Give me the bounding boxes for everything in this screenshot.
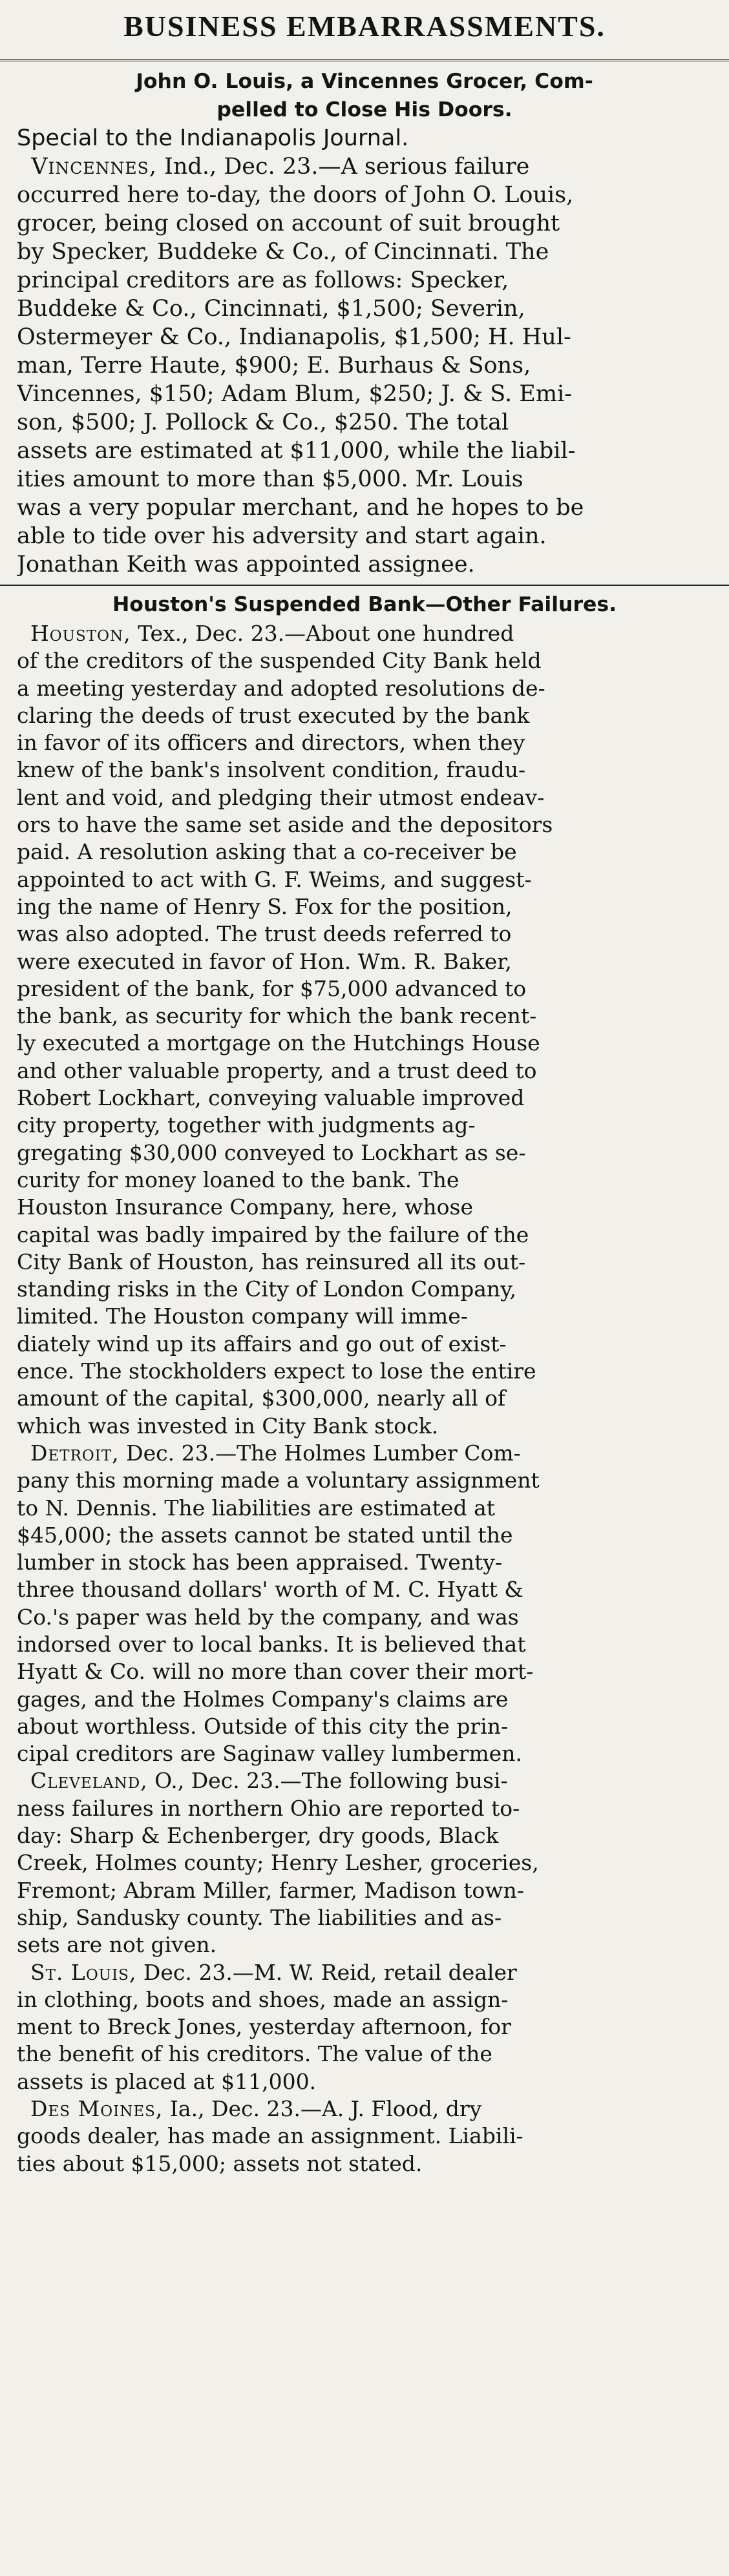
- story2-line: ties about $15,000; assets not stated.: [17, 2150, 423, 2176]
- headline: BUSINESS EMBARRASSMENTS.: [123, 10, 606, 43]
- story1-title-line: John O. Louis, a Vincennes Grocer, Com-: [136, 70, 593, 93]
- story2-line: lumber in stock has been appraised. Twenty-: [17, 1550, 503, 1575]
- story1-line: ities amount to more than $5,000. Mr. Louis: [17, 466, 523, 492]
- story2-line: president of the bank, for $75,000 advanced to: [17, 975, 527, 1001]
- story2-line: Houston Insurance Company, here, whose: [17, 1194, 473, 1220]
- story2-line: day: Sharp & Echenberger, dry goods, Black: [17, 1823, 499, 1849]
- story2-line: sets are not given.: [17, 1932, 217, 1958]
- story1-line: assets are estimated at $11,000, while the liabil-: [17, 438, 576, 464]
- story2-line: in clothing, boots and shoes, made an assign-: [17, 1986, 509, 2012]
- story2-line: appointed to act with G. F. Weims, and suggest-: [17, 866, 532, 892]
- story1-title-line: pelled to Close His Doors.: [217, 98, 512, 121]
- story2-line: Creek, Holmes county; Henry Lesher, groceries,: [17, 1850, 539, 1876]
- story2-line: City Bank of Houston, has reinsured all its out-: [17, 1249, 526, 1274]
- story2-line: was also adopted. The trust deeds referred to: [17, 921, 512, 947]
- story2-line: amount of the capital, $300,000, nearly all of: [17, 1386, 506, 1411]
- story1-line: man, Terre Haute, $900; E. Burhaus & Sons,: [17, 353, 531, 379]
- story2-line: claring the deeds of trust executed by the bank: [17, 702, 530, 728]
- story2-line: paid. A resolution asking that a co-receiver be: [17, 839, 517, 865]
- story2-line: Houston, Tex., Dec. 23.—About one hundred: [30, 621, 514, 646]
- story2-line: Detroit, Dec. 23.—The Holmes Lumber Com-: [30, 1440, 521, 1466]
- story1-line: was a very popular merchant, and he hopes to be: [17, 495, 584, 521]
- story2-body: [17, 620, 712, 2177]
- story2-line: the bank, as security for which the bank recent-: [17, 1003, 537, 1029]
- story2-line: ing the name of Henry S. Fox for the position,: [17, 893, 512, 919]
- story1-line: Vincennes, $150; Adam Blum, $250; J. & S. Emi-: [17, 381, 573, 407]
- story2-line: diately wind up its affairs and go out of exist-: [17, 1331, 507, 1356]
- story1-line: Jonathan Keith was appointed assignee.: [17, 552, 475, 577]
- story1-line: by Specker, Buddeke & Co., of Cincinnati. The: [17, 239, 549, 265]
- dateline: Cleveland,: [30, 1768, 148, 1794]
- story2-line: goods dealer, has made an assignment. Liabili-: [17, 2123, 523, 2149]
- dateline: Houston,: [30, 621, 131, 646]
- story2-line: St. Louis, Dec. 23.—M. W. Reid, retail dealer: [30, 1959, 517, 1985]
- story2-line: $45,000; the assets cannot be stated until the: [17, 1522, 513, 1548]
- story1-line: grocer, being closed on account of suit brought: [17, 211, 560, 236]
- story2-line: ence. The stockholders expect to lose the entire: [17, 1358, 536, 1384]
- story1-body: [17, 124, 712, 579]
- story2-title: [0, 590, 729, 619]
- story1-title: [0, 67, 729, 124]
- story2-line: Cleveland, O., Dec. 23.—The following busi-: [30, 1768, 508, 1794]
- dateline: St. Louis,: [30, 1959, 137, 1985]
- story2-line: were executed in favor of Hon. Wm. R. Baker,: [17, 948, 512, 974]
- story2-line: capital was badly impaired by the failure of the: [17, 1221, 529, 1247]
- dateline: Des Moines,: [30, 2096, 164, 2122]
- story2-line: indorsed over to local banks. It is believed that: [17, 1631, 526, 1657]
- story1-line: Buddeke & Co., Cincinnati, $1,500; Severin,: [17, 296, 525, 322]
- story1-line: Ostermeyer & Co., Indianapolis, $1,500; H. Hul-: [17, 324, 571, 350]
- dateline: Vincennes,: [31, 154, 157, 180]
- story2-line: ship, Sandusky county. The liabilities and as-: [17, 1904, 502, 1930]
- story2-line: cipal creditors are Saginaw valley lumbermen.: [17, 1741, 522, 1767]
- story2-line: the benefit of his creditors. The value of the: [17, 2041, 492, 2067]
- headline-rule: [0, 59, 729, 61]
- story2-line: Co.'s paper was held by the company, and was: [17, 1604, 519, 1630]
- story2-line: Robert Lockhart, conveying valuable improved: [17, 1085, 525, 1111]
- story2-line: gages, and the Holmes Company's claims are: [17, 1686, 509, 1712]
- story2-line: and other valuable property, and a trust deed to: [17, 1057, 537, 1083]
- story2-line: knew of the bank's insolvent condition, fraudu-: [17, 757, 526, 783]
- story1-line: principal creditors are as follows: Specker,: [17, 267, 509, 293]
- story2-line: assets is placed at $11,000.: [17, 2068, 317, 2094]
- special-credit: Special to the Indianapolis Journal.: [17, 125, 409, 151]
- story2-line: in favor of its officers and directors, when they: [17, 730, 525, 756]
- story2-line: ment to Breck Jones, yesterday afternoon, for: [17, 2014, 511, 2040]
- story2-line: gregating $30,000 conveyed to Lockhart as se-: [17, 1139, 526, 1165]
- story2-line: three thousand dollars' worth of M. C. Hyatt &: [17, 1577, 523, 1603]
- story2-title-line: Houston's Suspended Bank—Other Failures.: [112, 593, 617, 616]
- story2-line: lent and void, and pledging their utmost endeav-: [17, 784, 545, 810]
- story2-line: standing risks in the City of London Company,: [17, 1276, 516, 1302]
- story2-line: ness failures in northern Ohio are reported to-: [17, 1795, 520, 1821]
- story2-line: which was invested in City Bank stock.: [17, 1413, 439, 1439]
- story2-line: about worthless. Outside of this city the prin-: [17, 1713, 509, 1739]
- story2-line: Fremont; Abram Miller, farmer, Madison town-: [17, 1877, 524, 1903]
- story2-line: curity for money loaned to the bank. The: [17, 1167, 460, 1192]
- story2-line: Des Moines, Ia., Dec. 23.—A. J. Flood, dry: [30, 2096, 482, 2122]
- story2-line: of the creditors of the suspended City Bank held: [17, 648, 542, 674]
- story2-line: ors to have the same set aside and the depositors: [17, 812, 553, 838]
- story2-line: city property, together with judgments ag-: [17, 1112, 476, 1138]
- story2-line: pany this morning made a voluntary assignment: [17, 1468, 540, 1493]
- story2-line: to N. Dennis. The liabilities are estimated at: [17, 1495, 496, 1521]
- story1-line: son, $500; J. Pollock & Co., $250. The total: [17, 410, 509, 435]
- story1-line: able to tide over his adversity and start again.: [17, 523, 547, 549]
- story1-line: occurred here to-day, the doors of John O. Louis,: [17, 182, 574, 208]
- story2-line: limited. The Houston company will imme-: [17, 1304, 468, 1329]
- story1-line: Vincennes, Ind., Dec. 23.—A serious failure: [31, 154, 530, 180]
- dateline: Detroit,: [30, 1440, 120, 1466]
- story2-line: Hyatt & Co. will no more than cover their mort-: [17, 1659, 534, 1685]
- story-divider: [0, 585, 729, 586]
- story2-line: ly executed a mortgage on the Hutchings House: [17, 1030, 540, 1056]
- story2-line: a meeting yesterday and adopted resolutions de-: [17, 675, 545, 701]
